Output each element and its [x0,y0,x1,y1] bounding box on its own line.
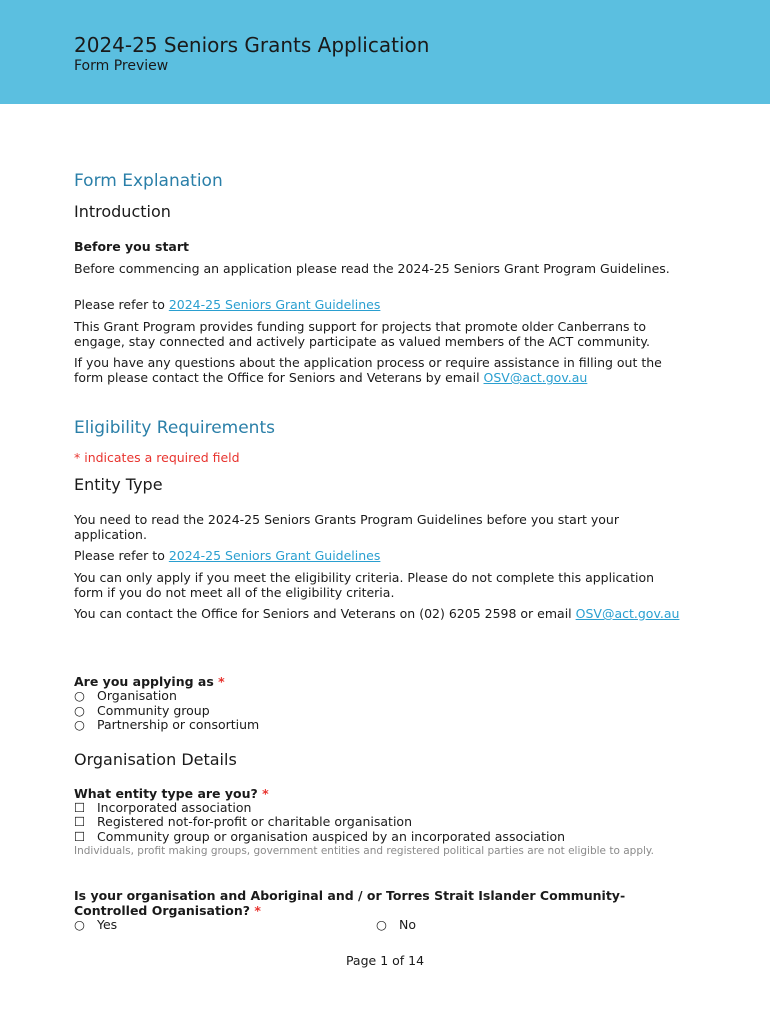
radio-circle-icon[interactable]: ○ [74,917,85,932]
checkbox-option-label: Incorporated association [97,800,252,815]
radio-option-no[interactable] [376,918,416,933]
section-heading-form-explanation: Form Explanation [74,171,223,191]
radio-circle-icon[interactable]: ○ [74,717,85,732]
radio-circle-icon[interactable]: ○ [74,703,85,718]
form-subtitle: Form Preview [74,58,169,74]
radio-option-label: Community group [97,703,210,718]
entity-type-label: What entity type are you? [74,786,263,801]
subheading-entity-type: Entity Type [74,475,163,494]
before-you-start-label: Before you start [74,239,190,254]
radio-circle-icon[interactable]: ○ [74,688,85,703]
intro-paragraph-2 [74,297,684,312]
radio-option-label: Organisation [97,688,177,703]
radio-option-label: Partnership or consortium [97,717,260,732]
eligibility-paragraph-2 [74,548,684,563]
eligibility-paragraph-4 [74,606,684,621]
checkbox-icon[interactable]: ☐ [74,829,86,844]
intro-paragraph-3: This Grant Program provides funding support for projects that promote older Canberrans to engage, stay connected and actively participate as valued members of the ACT community. [74,319,650,349]
subheading-introduction: Introduction [74,202,171,221]
section-heading-eligibility: Eligibility Requirements [74,418,275,438]
eligibility-paragraph-1: You need to read the 2024-25 Seniors Grants Program Guidelines before you start your application. [74,512,619,542]
radio-option-partnership[interactable] [74,718,259,733]
subheading-organisation-details: Organisation Details [74,750,237,769]
applying-as-question [74,674,225,689]
checkbox-option-auspiced[interactable] [74,830,565,845]
radio-option-label: Yes [97,917,118,932]
aboriginal-question-line-1: Is your organisation and Aboriginal and / or Torres Strait Islander Community- [74,888,626,903]
eligibility-paragraph-4-prefix: You can contact the Office for Seniors and Veterans on (02) 6205 2598 or email [74,606,576,621]
entity-type-question [74,786,269,801]
aboriginal-question-line-2 [74,903,261,918]
checkbox-icon[interactable]: ☐ [74,814,86,829]
form-title: 2024-25 Seniors Grants Application [74,33,430,57]
checkbox-option-not-for-profit[interactable] [74,815,412,830]
intro-paragraph-1: Before commencing an application please read the 2024-25 Seniors Grant Program Guidelines. [74,261,670,276]
entity-type-help-note: Individuals, profit making groups, government entities and registered political parties are not eligible to apply. [74,845,654,857]
eligibility-paragraph-2-prefix: Please refer to [74,548,169,563]
radio-option-yes[interactable] [74,918,117,933]
required-mark: * [254,903,261,918]
radio-circle-icon[interactable]: ○ [376,917,387,932]
checkbox-option-label: Community group or organisation auspiced by an incorporated association [97,829,566,844]
intro-paragraph-4 [74,355,684,385]
intro-paragraph-4-prefix: If you have any questions about the application process or require assistance in filling out the form please contact the Office for Seniors and Veterans by email [74,355,662,385]
radio-option-organisation[interactable] [74,689,177,704]
aboriginal-question-label: Controlled Organisation? [74,903,255,918]
email-link[interactable]: OSV@act.gov.au [483,370,588,385]
checkbox-icon[interactable]: ☐ [74,800,86,815]
applying-as-label: Are you applying as [74,674,219,689]
eligibility-email-link[interactable]: OSV@act.gov.au [575,606,680,621]
radio-option-label: No [399,917,416,932]
required-mark: * [262,786,269,801]
guidelines-link[interactable]: 2024-25 Seniors Grant Guidelines [168,297,381,312]
eligibility-paragraph-3: You can only apply if you meet the eligibility criteria. Please do not complete this application form if you do not meet all of the eligibility criteria. [74,570,655,600]
page-header [0,0,770,104]
checkbox-option-label: Registered not-for-profit or charitable organisation [97,814,412,829]
eligibility-guidelines-link[interactable]: 2024-25 Seniors Grant Guidelines [168,548,381,563]
required-field-note: * indicates a required field [74,450,240,465]
required-mark: * [218,674,225,689]
page-number: Page 1 of 14 [345,953,425,968]
intro-paragraph-2-prefix: Please refer to [74,297,169,312]
